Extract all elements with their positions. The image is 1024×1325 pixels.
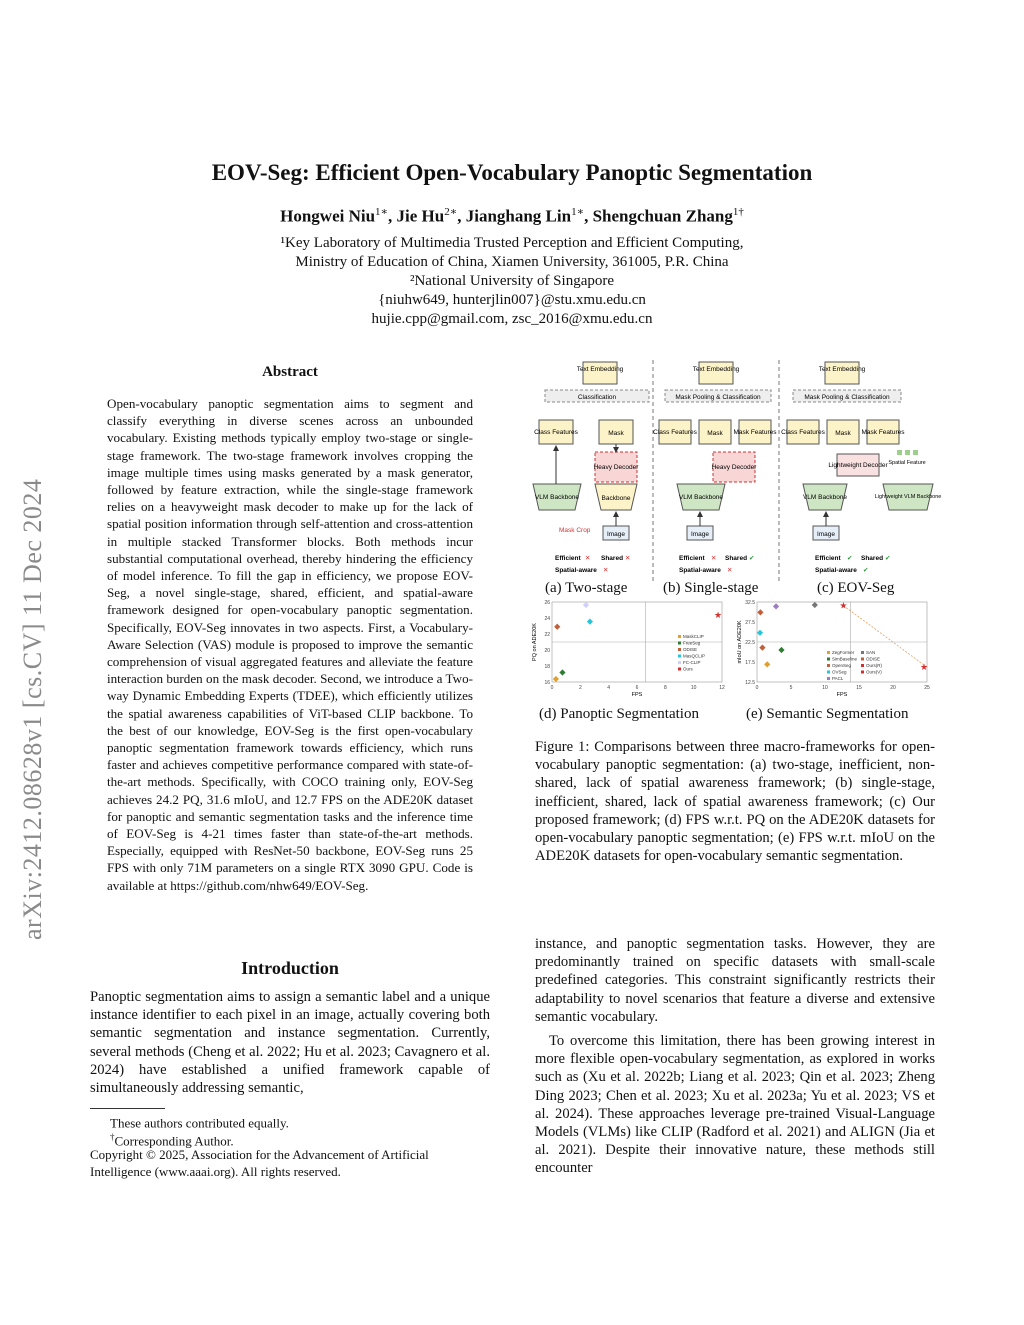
author-mark: 2∗ <box>444 206 458 218</box>
x-tick-label: 10 <box>690 685 697 691</box>
x-tick-label: 2 <box>578 685 582 691</box>
legend-label: OpenSeg <box>832 663 852 668</box>
author-name: Shengchuan Zhang <box>592 206 733 226</box>
intro-heading: Introduction <box>241 958 339 978</box>
mask-pool-label: Mask Pooling & Classification <box>675 394 761 401</box>
footnote-mark: † <box>110 1132 115 1142</box>
spatial-aware-label: Spatial-aware <box>679 567 721 574</box>
check-icon: ✔ <box>847 555 853 562</box>
image-label: Image <box>816 531 836 538</box>
vlm-backbone-label: VLM Backbone <box>802 494 848 501</box>
cross-icon: ✕ <box>585 555 591 562</box>
legend-swatch <box>861 658 864 661</box>
footnote-rule <box>90 1108 165 1109</box>
x-tick-label: 10 <box>822 685 828 691</box>
mask-pool-label: Mask Pooling & Classification <box>804 394 890 401</box>
x-tick-label: 25 <box>924 685 930 691</box>
legend-swatch <box>827 671 830 674</box>
legend-swatch <box>827 658 830 661</box>
legend-swatch <box>861 671 864 674</box>
legend-label: MaskCLIP <box>683 634 704 639</box>
y-tick-label: 17.5 <box>745 660 755 666</box>
lightweight-vlm-label: Lightweight VLM Backbone <box>874 494 942 500</box>
paper-title: EOV-Seg: Efficient Open-Vocabulary Panoptic Segmentation <box>211 160 813 185</box>
cross-icon: ✕ <box>727 567 733 574</box>
y-tick-label: 22 <box>544 632 550 638</box>
author-list: Hongwei Niu$^{1∗}$, Jie $Hu^{2∗}$, Jianghang Lin$^{1∗}$, Shengchuan Zhang$^{1\dagger}$ <box>280 206 744 226</box>
backbone-label: Backbone <box>601 495 631 502</box>
panoptic-chart <box>530 596 730 702</box>
email-line: hujie.cpp@gmail.com, zsc_2016@xmu.edu.cn <box>371 311 653 327</box>
author-name: Jie Hu <box>396 206 445 226</box>
y-tick-label: 18 <box>544 664 550 670</box>
x-tick-label: 20 <box>890 685 896 691</box>
mask-crop-label: Mask Crop <box>559 527 591 534</box>
abstract-text: Open-vocabulary panoptic segmentation aims to segment and classify everything in diverse scenes across an unbounded vocabulary. Existing methods typically employ two-stage or single-stage framework. The two-stage framework involves cropping the image multiple times using masks generated by a mask generator, followed by feature extraction, while the single-stage framework relies on a heavyweight mask decoder to make up for the lack of spatial position information through self-attention and cross-attention in multiple stacked Transformer blocks. Both methods incur substantial computational overhead, thereby hindering the efficiency of model inference. To fill the gap in efficiency, we propose EOV-Seg, a novel single-stage, shared, efficient, and spatial-aware framework designed for open-vocabulary panoptic segmentation. Specifically, EOV-Seg innovates in two aspects. First, a Vocabulary-Aware Selection (VAS) module is proposed to improve the semantic comprehension of visual aggregated features and alleviate the feature interaction burden on the mask decoder. Second, we introduce a Two-way Dynamic Embedding Experts (TDEE), which efficiently utilizes the spatial awareness capabilities of ViT-based CLIP backbone. To the best of our knowledge, EOV-Seg is the first open-vocabulary panoptic segmentation framework towards efficiency, which runs faster and achieves competitive performance compared with state-of-the-art methods. Specifically, with COCO training only, EOV-Seg achieves 24.2 PQ, 31.6 mIoU, and 12.7 FPS on the ADE20K dataset for panoptic and semantic segmentation tasks and the inference time of EOV-Seg is 4-21 times faster than state-of-the-art methods. Especially, equipped with ResNet-50 backbone, EOV-Seg runs 25 FPS with only 71M parameters on a single RTX 3090 GPU. Code is available at https://github.com/nhw649/EOV-Seg. <box>107 396 473 893</box>
heavy-decoder-label: Heavy Decoder <box>711 464 757 471</box>
subcaption-a: (a) Two-stage <box>545 580 628 596</box>
author-mark: 1∗ <box>571 206 585 218</box>
heavy-decoder-label: Heavy Decoder <box>593 464 639 471</box>
x-tick-label: 15 <box>856 685 862 691</box>
legend-label: OVSeg <box>832 669 847 675</box>
subcaption-b: (b) Single-stage <box>663 580 759 596</box>
y-tick-label: 22.5 <box>745 640 755 646</box>
affiliation-line: ²National University of Singapore <box>409 273 615 289</box>
footnote-text: These authors contributed equally. <box>110 1115 289 1131</box>
shared-label: Shared <box>861 555 884 562</box>
legend-swatch <box>678 661 681 664</box>
legend-label: FC-CLIP <box>683 660 701 665</box>
legend-label: PACL <box>832 676 844 681</box>
subcaption-e: (e) Semantic Segmentation <box>746 706 909 722</box>
data-point-ours: ★ <box>839 600 848 611</box>
classification-label: Classification <box>577 394 617 401</box>
spatial-feature-label: Spatial Feature <box>888 460 926 466</box>
intro-paragraph: instance, and panoptic segmentation tasks. However, they are predominantly trained on specific datasets with small-scale predefined categories. This constraint significantly restricts their adaptability to novel scenarios that feature a diverse and extensive semantic vocabulary. <box>535 936 935 1025</box>
check-icon: ✔ <box>885 555 891 562</box>
mask-label: Mask <box>608 430 624 437</box>
arxiv-sidebar: arXiv:2412.08628v1 [cs.CV] 11 Dec 2024 <box>18 478 47 940</box>
legend-swatch <box>678 642 681 645</box>
data-point-ours: ★ <box>919 662 929 673</box>
mask-features-label: Mask Features <box>861 429 905 436</box>
y-tick-label: 26 <box>544 600 550 606</box>
image-label: Image <box>606 531 626 538</box>
panel-single-stage <box>653 362 777 574</box>
affiliations <box>0 234 1024 329</box>
mask-features-label: Mask Features <box>733 429 777 436</box>
copyright-notice: Copyright © 2025, Association for the Advancement of Artificial Intelligence (www.aaai.org). All rights reserved. <box>90 1147 429 1179</box>
legend-swatch <box>827 664 830 667</box>
x-tick-label: 6 <box>635 685 639 691</box>
figure-caption: Figure 1: Comparisons between three macro-frameworks for open-vocabulary panoptic segmentation: (a) two-stage, inefficient, non-shared, lack of spatial awareness framework; (b) single-stage, inefficient, shared, lack of spatial awareness framework; (c) Our proposed framework; (d) FPS w.r.t. PQ on the ADE20K datasets for open-vocabulary panoptic segmentation; (e) FPS w.r.t. mIoU on the ADE20K datasets for open-vocabulary semantic segmentation. <box>535 739 935 865</box>
spatial-aware-label: Spatial-aware <box>555 567 597 574</box>
legend-swatch <box>678 635 681 638</box>
efficient-label: Efficient <box>555 555 581 562</box>
data-point-ours: ★ <box>714 610 723 621</box>
y-tick-label: 24 <box>544 616 550 622</box>
cross-icon: ✕ <box>603 567 609 574</box>
shared-label: Shared <box>725 555 748 562</box>
mask-label: Mask <box>835 430 851 437</box>
shared-label: Shared <box>601 555 624 562</box>
class-features-label: Class Features <box>781 429 825 436</box>
legend-swatch <box>827 677 830 680</box>
y-axis-label: PQ on ADE20K <box>532 623 538 661</box>
text-embedding-label: Text Embedding <box>692 366 740 373</box>
x-tick-label: 12 <box>719 685 725 691</box>
panel-two-stage <box>533 362 649 574</box>
legend-label: MasQCLIP <box>683 653 706 659</box>
affiliation-line: ¹Key Laboratory of Multimedia Trusted Perception and Efficient Computing, <box>280 235 744 251</box>
affiliation-line: Ministry of Education of China, Xiamen University, 361005, P.R. China <box>295 254 729 270</box>
y-tick-label: 20 <box>544 648 550 654</box>
y-axis-label: mIoU on ADE20K <box>737 620 743 664</box>
legend-label: ODISE <box>866 656 881 662</box>
author-name: Hongwei Niu <box>280 206 376 226</box>
class-features-label: Class Features <box>534 429 578 436</box>
author-mark: 1∗ <box>375 206 389 218</box>
y-tick-label: 32.5 <box>745 600 755 606</box>
image-label: Image <box>690 531 710 538</box>
author-name: Jianghang Lin <box>465 206 572 226</box>
text-embedding-label: Text Embedding <box>576 366 624 373</box>
legend-swatch <box>678 648 681 651</box>
cross-icon: ✕ <box>711 555 717 562</box>
mask-label: Mask <box>707 430 723 437</box>
efficient-label: Efficient <box>815 555 841 562</box>
intro-paragraph: Panoptic segmentation aims to assign a semantic label and a unique instance identifier to each pixel in an image, actually covering both semantic segmentation and instance segmentation. Currently, several methods (Cheng et al. 2022; Hu et al. 2023; Cavagnero et al. 2024) have established a unified framework capable of simultaneously addressing semantic, <box>90 989 490 1097</box>
legend-label: Ours <box>683 666 693 672</box>
x-axis-label: FPS <box>836 692 848 698</box>
subcaption-c: (c) EOV-Seg <box>817 580 895 596</box>
legend-swatch <box>861 664 864 667</box>
panel-eov-seg <box>781 362 941 574</box>
legend-swatch <box>861 651 864 654</box>
check-icon: ✔ <box>749 555 755 562</box>
check-icon: ✔ <box>863 567 869 574</box>
intro-paragraph: To overcome this limitation, there has been growing interest in more flexible open-vocabulary segmentation, as explored in works such as (Xu et al. 2022b; Liang et al. 2023; Qin et al. 2023; Zheng Ding 2023; Chen et al. 2023; Xu et al. 2023a; Yu et al. 2023; VS et al. 2024). These approaches leverage pre-trained Visual-Language Models (VLMs) like CLIP (Radford et al. 2021) and ALIGN (Jia et al. 2021). Despite their innovative nature, these methods still encounter <box>535 1033 935 1177</box>
vlm-backbone-label: VLM Backbone <box>534 494 580 501</box>
x-tick-label: 8 <box>663 685 667 691</box>
x-axis-label: FPS <box>631 692 643 698</box>
footnote-text: Corresponding Author. <box>114 1133 234 1149</box>
y-tick-label: 12.5 <box>745 680 755 686</box>
intro-section <box>90 958 490 1097</box>
text-embedding-label: Text Embedding <box>818 366 866 373</box>
legend-swatch <box>678 655 681 658</box>
abstract-section <box>107 364 473 894</box>
legend-swatch <box>678 668 681 671</box>
x-tick-label: 5 <box>789 685 793 691</box>
subcaption-d: (d) Panoptic Segmentation <box>539 706 699 722</box>
x-tick-label: 4 <box>607 685 611 691</box>
lightweight-decoder-label: Lightweight Decoder <box>828 462 888 469</box>
semantic-chart <box>735 596 935 702</box>
efficient-label: Efficient <box>679 555 705 562</box>
x-tick-label: 0 <box>550 685 554 691</box>
legend-swatch <box>827 651 830 654</box>
vlm-backbone-label: VLM Backbone <box>678 494 724 501</box>
y-tick-label: 27.5 <box>745 620 755 626</box>
email-line: {niuhw649, hunterjlin007}@stu.xmu.edu.cn <box>378 292 646 308</box>
legend-label: SAN <box>866 650 876 655</box>
cross-icon: ✕ <box>625 555 631 562</box>
legend-label: Ours(R) <box>866 663 882 668</box>
x-tick-label: 0 <box>755 685 759 691</box>
spatial-aware-label: Spatial-aware <box>815 567 857 574</box>
author-mark: 1† <box>732 206 744 218</box>
legend-label: Ours(V) <box>866 669 882 675</box>
y-tick-label: 16 <box>544 680 550 686</box>
legend-label: ZegFormer <box>832 650 855 655</box>
abstract-heading: Abstract <box>262 364 318 380</box>
class-features-label: Class Features <box>653 429 697 436</box>
legend-label: SimBaseline <box>832 656 858 662</box>
framework-diagram <box>525 352 945 592</box>
legend-label: ODISE <box>683 647 698 652</box>
legend-label: FreeSeg <box>683 640 701 646</box>
